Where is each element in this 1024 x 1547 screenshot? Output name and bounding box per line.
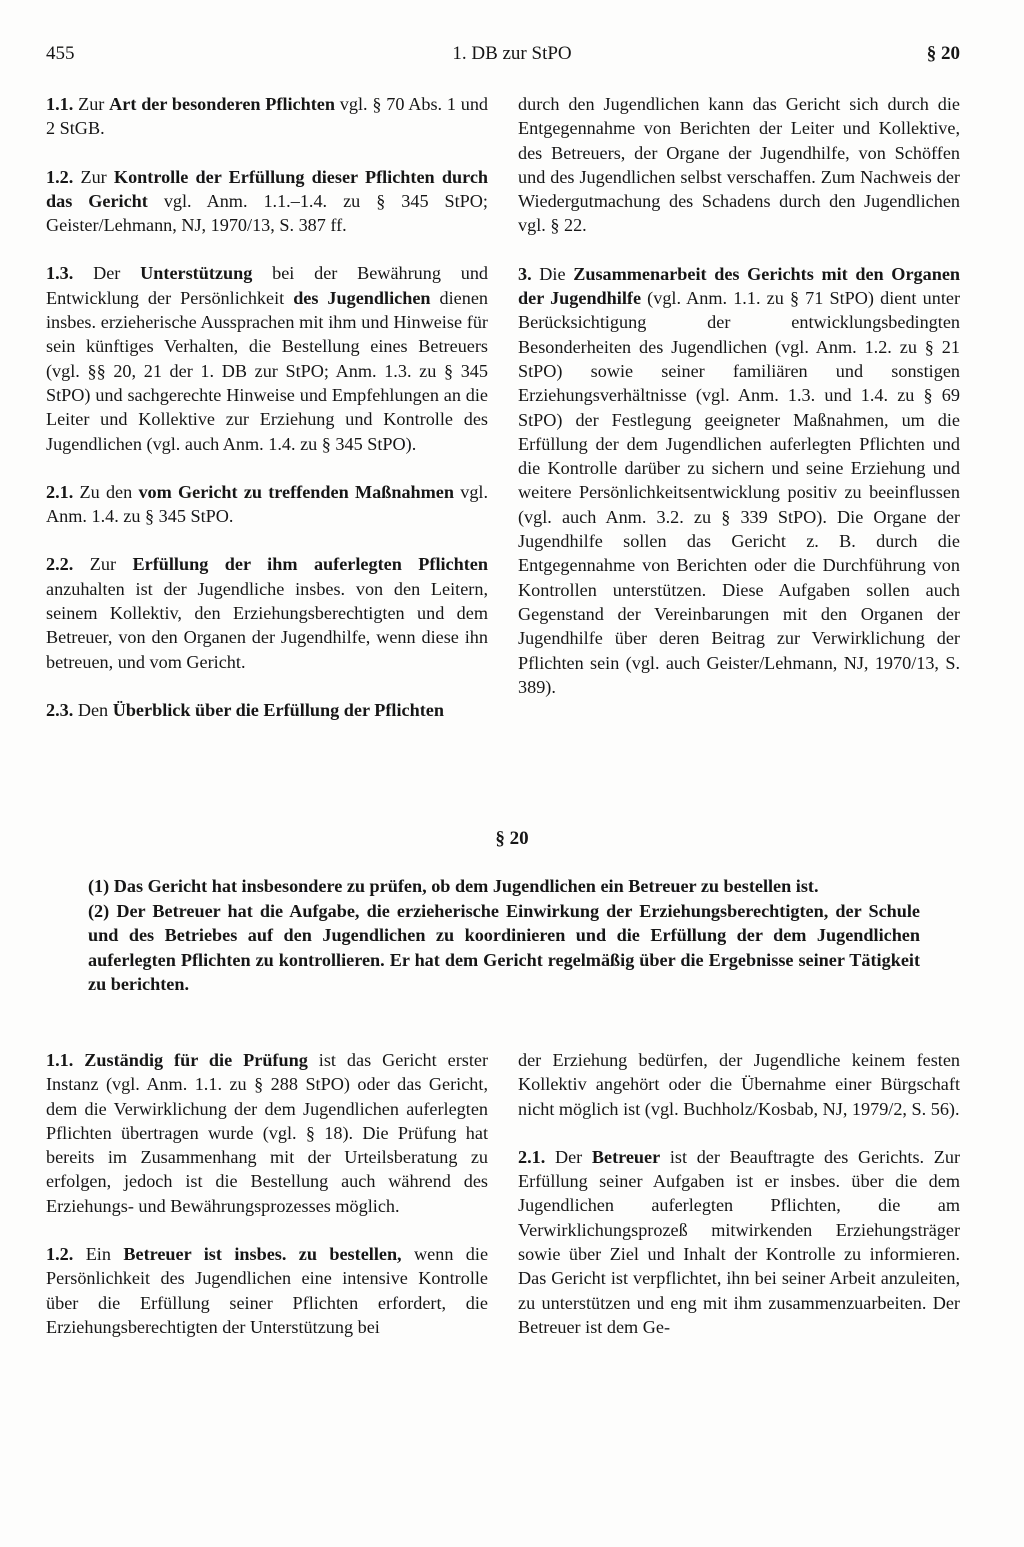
commentary-paragraph <box>46 480 488 529</box>
statute-paragraph: (1) Das Gericht hat insbesondere zu prüfen, ob dem Jugendlichen ein Betreuer zu bestellen ist. <box>88 876 819 896</box>
paragraph-keyword: Erfüllung der ihm auferlegten Pflichten <box>132 554 488 575</box>
commentary-column-top-left <box>46 92 488 722</box>
statute-text <box>88 874 920 997</box>
statute-paragraph: (2) Der Betreuer hat die Aufgabe, die erzieherische Einwirkung der Erziehungsberechtigten, der Schule und des Betriebes auf den Jugendlichen zu koordinieren und die Erfüllung der dem Jugendlichen auferlegten Pflichten zu kontrollieren. Er hat dem Gericht regelmäßig über die Ergebnisse seiner Tätigkeit zu berichten. <box>88 900 920 995</box>
paragraph-text: ist der Beauftragte des Gerichts. Zur Erfüllung seiner Aufgaben ist er insbes. über die dem Jugendlichen auferlegten Pflichten, die am Verwirklichungsprozeß mitwirkenden Erziehungsträger sowie über Ziel und Inhalt der Kontrolle zu informieren. Das Gericht ist verpflichtet, ihn bei seiner Arbeit anzuleiten, zu unterstützen und eng mit ihm zusammenzuarbeiten. Der Betreuer ist dem Ge- <box>518 1146 961 1337</box>
paragraph-text: wenn die Persönlichkeit des Jugendlichen eine intensive Kontrolle über die Erfüllung seiner Pflichten erfordert, die Erziehungsberechtigten der Unterstützung bei <box>46 1244 489 1337</box>
commentary-paragraph <box>518 1048 960 1121</box>
paragraph-text: (vgl. Anm. 1.1. zu § 71 StPO) dient unter Berücksichtigung der entwicklungsbedingten Besonderheiten des Jugendlichen (vgl. Anm. 1.2. zu § 21 StPO) sowie seiner familiären und sonstigen Erziehungsverhältnisse (vgl. Anm. 1.3. und 1.4. zu § 69 StPO) der Festlegung geeigneter Maßnahmen, um die Erfüllung der dem Jugendlichen auferlegten Pflichten und die Kontrolle darüber zu sichern und seine Erziehung und weitere Persönlichkeitsentwicklung positiv zu beeinflussen (vgl. auch Anm. 3.2. zu § 339 StPO). Die Organe der Jugendhilfe sollen das Gericht z. B. durch die Entgegennahme von Berichten oder die Durchführung von Kontrollen unterstützen. Diese Aufgaben sollen auch Gegenstand der Vereinbarungen mit den Organen der Jugendhilfe über deren Beitrag zur Verwirklichung der Pflichten sein (vgl. auch Geister/Lehmann, NJ, 1970/13, S. 389). <box>518 288 960 697</box>
paragraph-text: Zur <box>89 554 117 575</box>
paragraph-keyword: Betreuer ist insbes. zu bestellen, <box>123 1244 402 1265</box>
page-number: 455 <box>46 43 75 64</box>
commentary-column-bottom-left <box>46 1048 488 1339</box>
paragraph-text: Zu den <box>79 481 133 502</box>
paragraph-text: Zur <box>78 94 105 114</box>
paragraph-text: dienen insbes. erzieherische Aussprachen mit ihm und Hinweise für sein künftiges Verhalten, die Bestellung eines Betreuers (vgl. §§ 20, 21 der 1. DB zur StPO; Anm. 1.3. zu § 345 StPO) und sachgerechte Hinweise und Empfehlungen an die Leiter und Kollektive zur Erziehung und Kontrolle des Jugendlichen (vgl. auch Anm. 1.4. zu § 345 StPO). <box>46 287 488 454</box>
paragraph-keyword: Unterstützung <box>140 263 253 284</box>
commentary-paragraph <box>46 165 488 238</box>
paragraph-text: Der <box>554 1146 583 1167</box>
paragraph-number: 3. <box>518 263 532 284</box>
paragraph-text: vgl. Anm. 1.1.–1.4. zu § 345 StPO; Geister/Lehmann, NJ, 1970/13, S. 387 ff. <box>46 190 488 236</box>
paragraph-text: Zur <box>80 166 107 187</box>
paragraph-number: 1.2. <box>46 166 74 187</box>
paragraph-keyword: Kontrolle der Erfüllung dieser Pflichten durch das Gericht <box>46 166 489 211</box>
paragraph-text: der Erziehung bedürfen, der Jugendliche keinem festen Kollektiv angehört oder die Übernahme einer Bürgschaft nicht möglich ist (vgl. Buchholz/Kosbab, NJ, 1979/2, S. 56). <box>518 1050 960 1119</box>
paragraph-text: durch den Jugendlichen kann das Gericht sich durch die Entgegennahme von Berichten der Leiter und Kollektive, des Betreuers, der Organe der Jugendhilfe, von Schöffen und des Jugendlichen selbst verschaffen. Zum Nachweis der Wiedergutmachung des Schadens durch den Jugendlichen vgl. § 22. <box>518 94 960 236</box>
paragraph-keyword: Zusammenarbeit des Gerichts mit den Organen der Jugendhilfe <box>518 263 961 309</box>
paragraph-text: vgl. § 70 Abs. 1 und 2 StGB. <box>46 94 489 139</box>
paragraph-text: Der <box>93 263 121 284</box>
section-title: § 20 <box>495 828 529 849</box>
paragraph-keyword: Art der besonderen Pflichten <box>109 94 335 114</box>
paragraph-keyword: Betreuer <box>591 1146 661 1167</box>
commentary-paragraph <box>46 1048 488 1218</box>
paragraph-number: 1.1. <box>46 94 74 114</box>
commentary-paragraph <box>46 698 488 722</box>
paragraph-number: 2.1. <box>46 481 74 502</box>
paragraph-keyword: Zuständig für die Prüfung <box>84 1050 308 1070</box>
page-header <box>0 0 1024 70</box>
commentary-paragraph <box>46 261 488 455</box>
commentary-paragraph <box>518 1145 960 1339</box>
paragraph-keyword: vom Gericht zu treffenden Maßnahmen <box>138 481 454 502</box>
paragraph-text: Die <box>539 263 566 284</box>
commentary-paragraph <box>46 552 488 673</box>
running-title: 1. DB zur StPO <box>452 43 572 64</box>
paragraph-keyword: Überblick über die Erfüllung der Pflichten <box>112 699 444 720</box>
paragraph-number: 2.1. <box>518 1146 546 1167</box>
paragraph-text: anzuhalten ist der Jugendliche insbes. von den Leitern, seinem Kollektiv, den Erziehungsberechtigten und dem Betreuer, von den Organen der Jugendhilfe, wenn diese ihn betreuen, und vom Gericht. <box>46 578 488 672</box>
commentary-paragraph <box>46 92 488 141</box>
paragraph-text: ist das Gericht erster Instanz (vgl. Anm. 1.1. zu § 288 StPO) oder das Gericht, dem die Verwirklichung der dem Jugendlichen auferlegten Pflichten übertragen wurde (vgl. § 18). Die Prüfung hat bereits im Zusammenhang mit der Urteilsberatung zu erfolgen, jedoch ist die Bestellung auch während des Erziehungs- und Bewährungsprozesses möglich. <box>46 1050 489 1216</box>
paragraph-number: 1.1. <box>46 1050 74 1070</box>
commentary-paragraph <box>518 262 960 699</box>
commentary-paragraph <box>518 92 960 238</box>
paragraph-number: 1.3. <box>46 263 74 284</box>
paragraph-text: vgl. Anm. 1.4. zu § 345 StPO. <box>46 481 489 527</box>
commentary-paragraph <box>46 1242 488 1339</box>
paragraph-number: 2.2. <box>46 554 74 575</box>
header-section-mark: § 20 <box>926 43 960 64</box>
paragraph-number: 1.2. <box>46 1244 74 1265</box>
paragraph-text: Den <box>77 699 109 720</box>
commentary-column-top-right <box>518 92 960 699</box>
paragraph-keyword: des Jugendlichen <box>293 287 431 308</box>
commentary-column-bottom-right <box>518 1048 960 1339</box>
paragraph-text: Ein <box>85 1244 111 1265</box>
paragraph-text: bei der Bewährung und Entwicklung der Persönlichkeit <box>46 263 489 308</box>
paragraph-number: 2.3. <box>46 699 74 720</box>
